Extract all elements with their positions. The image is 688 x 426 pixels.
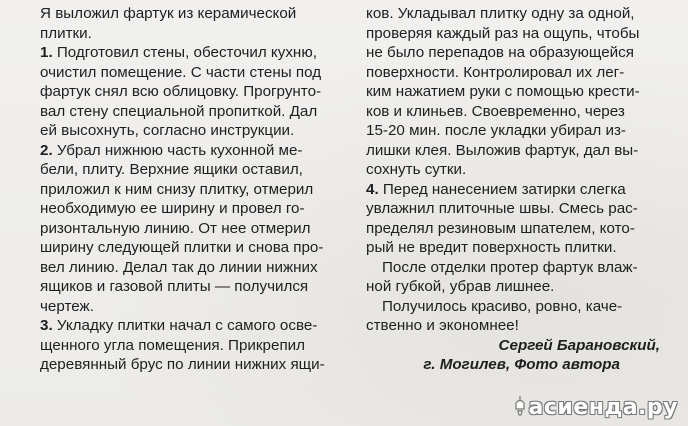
step-number: 2. bbox=[40, 141, 53, 159]
text-line bbox=[40, 219, 352, 239]
line-text: ственно и экономнее! bbox=[366, 317, 519, 334]
line-text: щенного угла помещения. Прикрепил bbox=[40, 336, 306, 354]
text-line bbox=[366, 121, 676, 141]
line-text: ной губкой, убрав лишнее. bbox=[366, 278, 555, 295]
line-text: Получилось красиво, ровно, каче- bbox=[382, 297, 623, 315]
text-line bbox=[366, 102, 676, 122]
text-line bbox=[40, 180, 352, 200]
line-text: Подготовил стены, обесточил кухню, bbox=[52, 44, 317, 61]
text-line bbox=[40, 297, 352, 317]
line-text: пределял резиновым шпателем, кото- bbox=[366, 219, 635, 237]
line-text: лишки клея. Выложив фартук, дал вы- bbox=[366, 141, 639, 159]
text-line bbox=[40, 82, 352, 102]
line-text: сохнуть сутки. bbox=[366, 161, 467, 178]
text-line bbox=[366, 219, 676, 239]
text-line bbox=[366, 199, 676, 219]
text-line bbox=[40, 102, 352, 122]
line-text: чертеж. bbox=[40, 297, 94, 315]
watermark-text: асиенда.ру bbox=[528, 395, 678, 420]
line-text: ризонтальную линию. От нее отмерил bbox=[40, 219, 311, 237]
step-number: 1. bbox=[40, 44, 53, 61]
line-text: ков и клиньев. Своевременно, через bbox=[366, 102, 625, 120]
line-text: Убрал нижнюю часть кухонной ме- bbox=[52, 141, 303, 159]
text-line bbox=[366, 160, 676, 180]
line-text: ков. Укладывал плитку одну за одной, bbox=[366, 5, 635, 22]
text-line bbox=[366, 63, 676, 83]
step-number: 4. bbox=[366, 180, 379, 198]
line-text: проверяя каждый раз на ощупь, чтобы bbox=[366, 24, 640, 42]
line-text: бели, плиту. Верхние ящики оставил, bbox=[40, 161, 303, 178]
text-line bbox=[40, 141, 352, 161]
text-line bbox=[40, 316, 352, 336]
text-line bbox=[40, 121, 352, 141]
text-line bbox=[366, 277, 676, 297]
line-text: не было перепадов на образующейся bbox=[366, 44, 634, 61]
text-line bbox=[366, 4, 676, 24]
line-text: Я выложил фартук из керамической bbox=[40, 5, 297, 22]
line-text: приложил к ним снизу плитку, отмерил bbox=[40, 180, 314, 198]
line-text: необходимую ее ширину и провел го- bbox=[40, 200, 305, 217]
step-number: 3. bbox=[40, 317, 53, 334]
line-text: вал стену специальной пропиткой. Дал bbox=[40, 102, 318, 120]
author-signature: Сергей Барановский, bbox=[498, 336, 660, 354]
text-line bbox=[40, 199, 352, 219]
line-text: деревянный брус по линии нижних ящи- bbox=[40, 356, 325, 373]
line-text: ей высохнуть, согласно инструкции. bbox=[40, 122, 295, 139]
line-text: плитки. bbox=[40, 24, 92, 42]
site-watermark bbox=[513, 395, 678, 420]
line-text: Укладку плитки начал с самого осве- bbox=[52, 317, 318, 334]
line-text: вел линию. Делал так до линии нижних bbox=[40, 258, 318, 276]
text-line bbox=[366, 316, 676, 336]
text-line bbox=[366, 297, 676, 317]
text-line bbox=[40, 355, 352, 375]
line-text: После отделки протер фартук влаж- bbox=[382, 258, 638, 276]
line-text: очистил помещение. С части стены под bbox=[40, 63, 322, 81]
text-line bbox=[40, 336, 352, 356]
text-line bbox=[366, 180, 676, 200]
text-line bbox=[366, 82, 676, 102]
line-text: ким нажатием руки с помощью крести- bbox=[366, 83, 640, 100]
line-text: увлажнил плиточные швы. Смесь рас- bbox=[366, 200, 638, 217]
line-text: 15-20 мин. после укладки убирал из- bbox=[366, 122, 626, 139]
text-line bbox=[366, 24, 676, 44]
text-line bbox=[40, 4, 352, 24]
text-line bbox=[40, 238, 352, 258]
text-line bbox=[366, 258, 676, 278]
text-line bbox=[40, 43, 352, 63]
right-column bbox=[366, 4, 676, 375]
line-text: Перед нанесением затирки слегка bbox=[378, 180, 626, 198]
text-line bbox=[366, 238, 676, 258]
text-line bbox=[40, 258, 352, 278]
line-text: рый не вредит поверхность плитки. bbox=[366, 239, 617, 256]
text-line bbox=[40, 24, 352, 44]
text-line bbox=[366, 141, 676, 161]
lamp-icon bbox=[513, 395, 527, 417]
text-line bbox=[40, 277, 352, 297]
line-text: ящиков и газовой плиты — получился bbox=[40, 278, 309, 295]
text-line bbox=[366, 43, 676, 63]
text-line bbox=[40, 160, 352, 180]
left-column bbox=[40, 4, 352, 375]
author-location: г. Могилев, Фото автора bbox=[423, 356, 620, 373]
line-text: ширину следующей плитки и снова про- bbox=[40, 239, 324, 256]
line-text: фартук снял всю облицовку. Прогрунто- bbox=[40, 83, 322, 100]
text-line bbox=[40, 63, 352, 83]
line-text: поверхности. Контролировал их лег- bbox=[366, 63, 625, 81]
